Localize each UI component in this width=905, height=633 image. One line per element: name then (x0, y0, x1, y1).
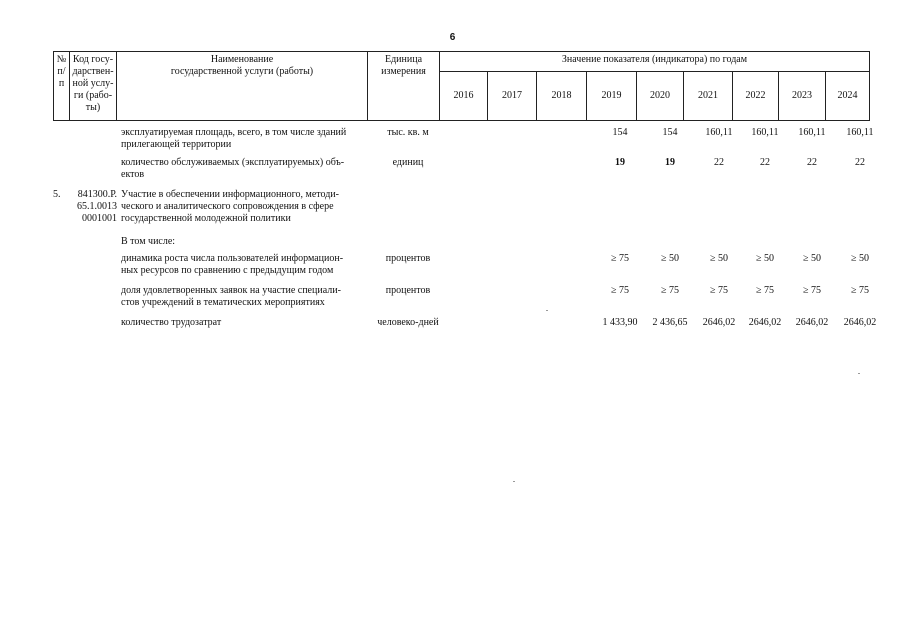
value-cell: 2646,02 (795, 317, 829, 328)
header-year: 2017 (488, 72, 537, 121)
value-cell: ≥ 50 (710, 253, 728, 264)
value-cell: 160,11 (846, 127, 874, 138)
unit-cell: процентов (385, 253, 431, 264)
indicator-name: Участие в обеспечении информационного, методи- ческого и аналитического сопровождения в сфере государственной молодежной политики (121, 189, 339, 224)
indicator-name: количество трудозатрат (121, 317, 222, 328)
value-cell: ≥ 50 (661, 253, 679, 264)
value-cell: ≥ 75 (661, 285, 679, 296)
unit-cell: единиц (392, 157, 424, 168)
unit-cell: тыс. кв. м (387, 127, 429, 138)
header-year: 2022 (733, 72, 779, 121)
header-year: 2021 (684, 72, 733, 121)
header-year: 2019 (587, 72, 637, 121)
value-cell: 19 (665, 157, 675, 168)
unit-cell: процентов (385, 285, 431, 296)
scan-speck (546, 310, 548, 311)
indicator-name: доля удовлетворенных заявок на участие специали- стов учреждений в тематических мероприятиях (121, 285, 341, 308)
scan-speck (513, 481, 515, 482)
header-year: 2020 (637, 72, 684, 121)
value-cell: 2646,02 (748, 317, 782, 328)
value-cell: 22 (807, 157, 817, 168)
indicator-name: В том числе: (121, 236, 176, 247)
header-code: Код госу- дарствен- ной услу- ги (рабо- ты) (70, 52, 117, 121)
indicator-name: количество обслуживаемых (эксплуатируемых) объ- ектов (121, 157, 345, 180)
header-year: 2024 (826, 72, 870, 121)
value-cell: 22 (855, 157, 865, 168)
value-cell: ≥ 75 (710, 285, 728, 296)
value-cell: 19 (615, 157, 625, 168)
value-cell: 154 (662, 127, 678, 138)
value-cell: 160,11 (751, 127, 779, 138)
header-name: Наименование государственной услуги (работы) (117, 52, 368, 121)
value-cell: ≥ 50 (851, 253, 869, 264)
header-year: 2023 (779, 72, 826, 121)
table-header (53, 51, 870, 121)
value-cell: 2646,02 (702, 317, 736, 328)
header-year: 2018 (537, 72, 587, 121)
header-unit: Единица измерения (368, 52, 440, 121)
value-cell: 160,11 (798, 127, 826, 138)
value-cell: 22 (714, 157, 724, 168)
page-number: 6 (449, 32, 456, 43)
indicator-name: динамика роста числа пользователей информацион- ных ресурсов по сравнению с предыдущим годом (121, 253, 344, 276)
value-cell: ≥ 75 (611, 253, 629, 264)
value-cell: 160,11 (705, 127, 733, 138)
value-cell: 2 436,65 (652, 317, 688, 328)
value-cell: ≥ 75 (756, 285, 774, 296)
header-year: 2016 (440, 72, 488, 121)
unit-cell: человеко-дней (377, 317, 439, 328)
value-cell: 2646,02 (843, 317, 877, 328)
header-values-title: Значение показателя (индикатора) по годам (440, 52, 870, 72)
service-code: 841300.Р. 65.1.0013 0001001 (77, 189, 117, 224)
value-cell: 1 433,90 (602, 317, 638, 328)
header-num: № п/п (54, 52, 70, 121)
value-cell: 22 (760, 157, 770, 168)
row-number: 5. (53, 189, 61, 200)
indicator-name: эксплуатируемая площадь, всего, в том числе зданий прилегающей территории (121, 127, 347, 150)
scan-speck (858, 373, 860, 374)
value-cell: ≥ 50 (756, 253, 774, 264)
value-cell: 154 (612, 127, 628, 138)
value-cell: ≥ 75 (851, 285, 869, 296)
value-cell: ≥ 75 (611, 285, 629, 296)
value-cell: ≥ 75 (803, 285, 821, 296)
value-cell: ≥ 50 (803, 253, 821, 264)
